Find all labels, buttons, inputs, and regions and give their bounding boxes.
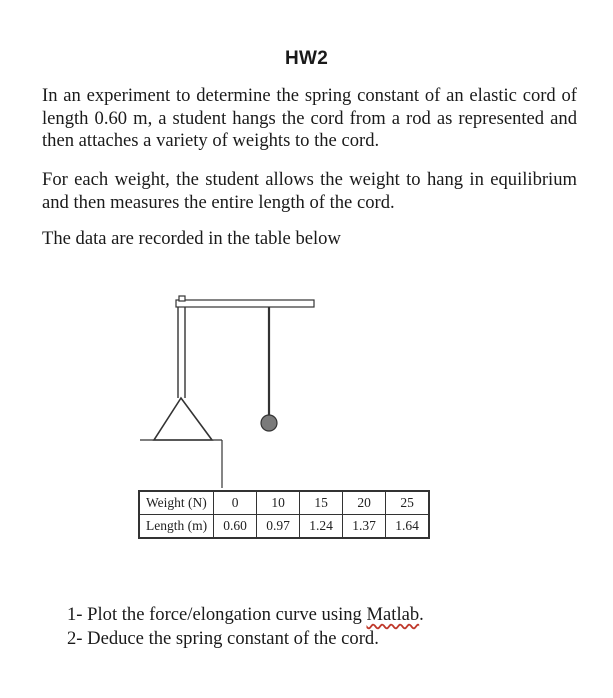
intro-paragraph: In an experiment to determine the spring constant of an elastic cord of length 0.60 m, a student hangs the cord from a rod as represented and then attaches a variety of weights to the cord.: [42, 85, 577, 151]
apparatus-figure: [140, 290, 340, 490]
table-row-weight: [139, 491, 429, 515]
page-title: HW2: [284, 48, 329, 69]
stand-base: [154, 398, 212, 440]
data-table: [138, 490, 430, 539]
matlab-word: Matlab: [366, 604, 420, 625]
table-row-length: [139, 515, 429, 539]
question-2: 2- Deduce the spring constant of the cord.: [67, 628, 379, 649]
table-cell: 1.37: [343, 515, 386, 539]
stand-and-cord-diagram: [140, 290, 340, 490]
row-label-length: Length (m): [139, 515, 214, 539]
question-1-period: .: [419, 604, 424, 625]
hanging-weight: [261, 415, 277, 431]
table-cell: 0.97: [257, 515, 300, 539]
row-label-weight: Weight (N): [139, 491, 214, 515]
table-cell: 15: [300, 491, 343, 515]
horizontal-rod: [176, 300, 314, 307]
table-cell: 1.24: [300, 515, 343, 539]
question-1-text: 1- Plot the force/elongation curve using: [67, 604, 367, 625]
table-cell: 1.64: [386, 515, 430, 539]
table-cell: 20: [343, 491, 386, 515]
table-cell: 10: [257, 491, 300, 515]
table-intro-paragraph: The data are recorded in the table below: [42, 228, 341, 249]
stand-cap: [179, 296, 185, 301]
procedure-paragraph: For each weight, the student allows the weight to hang in equilibrium and then measures the entire length of the cord.: [42, 169, 577, 213]
table-cell: 25: [386, 491, 430, 515]
question-1: [67, 604, 424, 626]
table-cell: 0.60: [214, 515, 257, 539]
table-cell: 0: [214, 491, 257, 515]
